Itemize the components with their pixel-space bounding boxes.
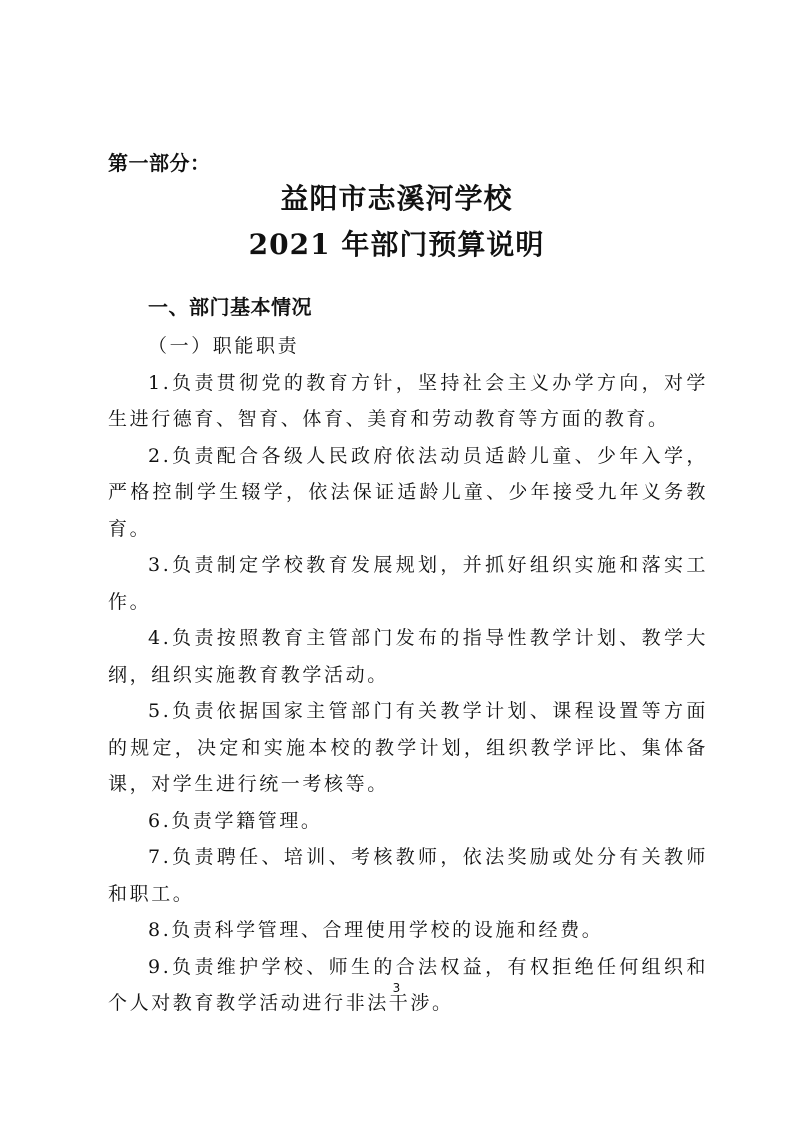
page-number: 3	[392, 981, 401, 995]
duty-paragraph-1: 1.负责贯彻党的教育方针，坚持社会主义办学方向，对学生进行德育、智育、体育、美育和劳动教育等方面的教育。	[108, 371, 708, 430]
part-label: 第一部分：	[108, 151, 211, 175]
duty-paragraph-7: 7.负责聘任、培训、考核教师，依法奖励或处分有关教师和职工。	[108, 846, 708, 905]
subheading-duties: （一）职能职责	[148, 335, 300, 357]
duty-paragraph-8: 8.负责科学管理、合理使用学校的设施和经费。	[148, 919, 604, 941]
document-title	[0, 176, 793, 268]
section-heading: 一、部门基本情况	[148, 295, 312, 319]
title-school-name: 益阳市志溪河学校	[280, 182, 513, 215]
duty-paragraph-5: 5.负责依据国家主管部门有关教学计划、课程设置等方面的规定，决定和实施本校的教学计划，组织教学评比、集体备课，对学生进行统一考核等。	[108, 700, 708, 795]
duty-paragraph-6: 6.负责学籍管理。	[148, 809, 323, 832]
duty-paragraph-4: 4.负责按照教育主管部门发布的指导性教学计划、教学大纲，组织实施教育教学活动。	[108, 627, 708, 686]
duty-paragraph-9: 9.负责维护学校、师生的合法权益，有权拒绝任何组织和个人对教育教学活动进行非法干涉。	[108, 955, 708, 1014]
body-text	[108, 328, 708, 1022]
title-budget-description: 2021 年部门预算说明	[248, 228, 545, 261]
duty-paragraph-2: 2.负责配合各级人民政府依法动员适龄儿童、少年入学，严格控制学生辍学，依法保证适龄儿童、少年接受九年义务教育。	[108, 444, 708, 540]
duty-paragraph-3: 3.负责制定学校教育发展规划，并抓好组织实施和落实工作。	[108, 554, 708, 613]
